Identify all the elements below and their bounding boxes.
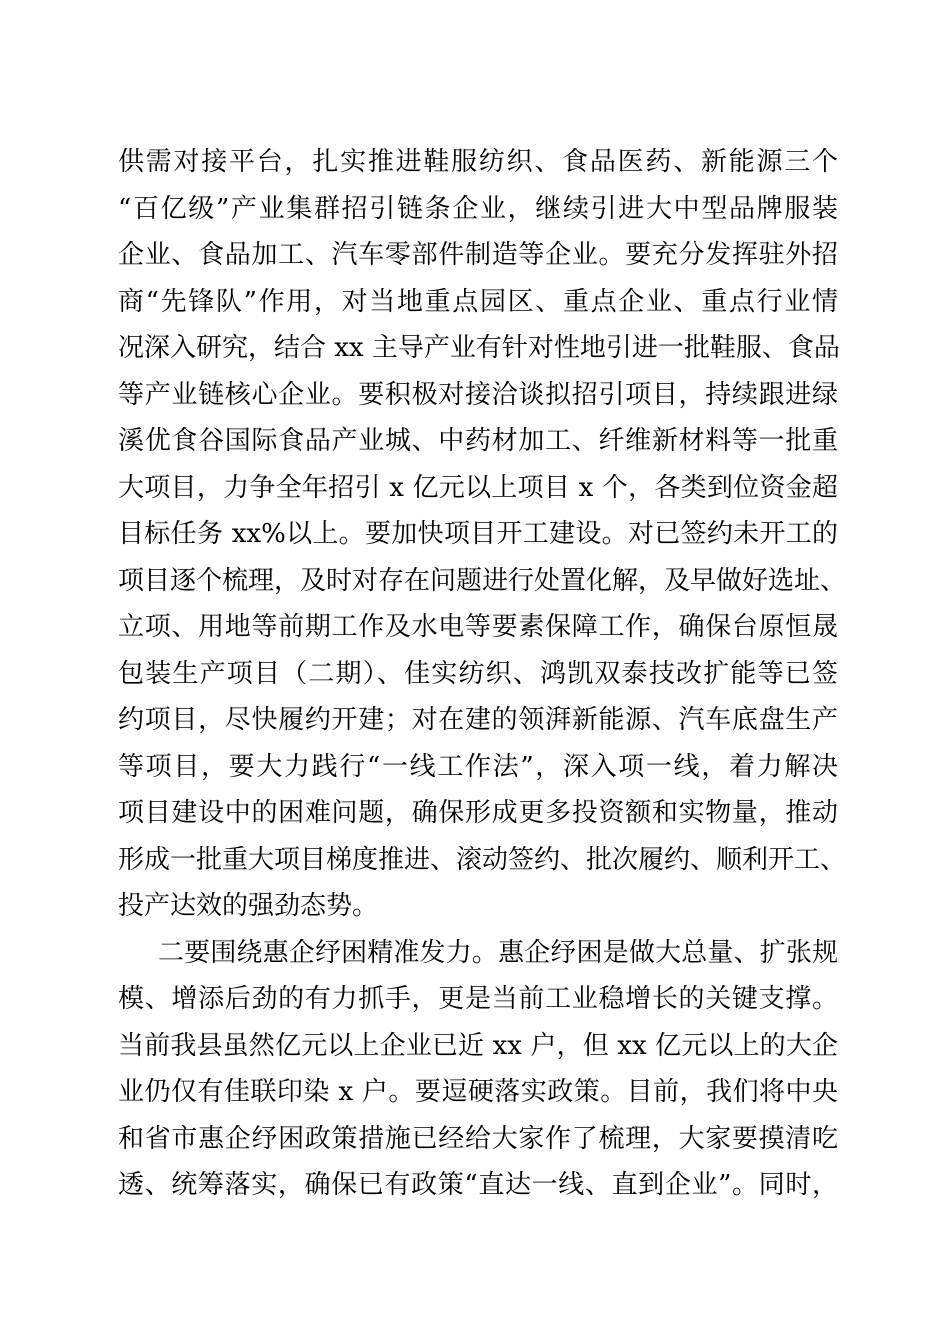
text-line: “百亿级”产业集群招引链条企业，继续引进大中型品牌服装: [118, 193, 838, 224]
text-line: 大项目，力争全年招引 x 亿元以上项目 x 个，各类到位资金超: [118, 472, 838, 503]
text-line: 供需对接平台，扎实推进鞋服纺织、食品医药、新能源三个: [118, 147, 838, 177]
text-line: 项目建设中的困难问题，确保形成更多投资额和实物量，推动: [118, 798, 838, 828]
text-line: 包装生产项目（二期）、佳实纺织、鸿凯双泰技改扩能等已签: [118, 658, 838, 689]
text-line: 等产业链核心企业。要积极对接洽谈拟招引项目，持续跟进绿: [118, 379, 838, 410]
text-line: 立项、用地等前期工作及水电等要素保障工作，确保台原恒晟: [118, 612, 838, 642]
text-line: 约项目，尽快履约开建；对在建的领湃新能源、汽车底盘生产: [118, 705, 838, 735]
text-line: 当前我县虽然亿元以上企业已近 xx 户，但 xx 亿元以上的大企: [118, 1030, 838, 1061]
text-line: 业仍仅有佳联印染 x 户。要逗硬落实政策。目前，我们将中央: [118, 1077, 838, 1107]
paragraph-first-line: 二要围绕惠企纾困精准发力。惠企纾困是做大总量、扩张规: [158, 937, 838, 968]
text-line: 商“先锋队”作用，对当地重点园区、重点企业、重点行业情: [118, 286, 838, 317]
text-line: 目标任务 xx%以上。要加快项目开工建设。对已签约未开工的: [118, 519, 838, 549]
text-line: 形成一批重大项目梯度推进、滚动签约、批次履约、顺利开工、: [118, 844, 847, 875]
body-text: [118, 139, 847, 1209]
text-line: 溪优食谷国际食品产业城、中药材加工、纤维新材料等一批重: [118, 426, 838, 456]
paragraph-end-line: 投产达效的强劲态势。: [118, 891, 379, 921]
text-line: 和省市惠企纾困政策措施已经给大家作了梳理，大家要摸清吃: [118, 1123, 838, 1154]
text-line: 透、统筹落实，确保已有政策“直达一线、直到企业”。同时，: [118, 1170, 838, 1200]
text-line: 企业、食品加工、汽车零部件制造等企业。要充分发挥驻外招: [118, 240, 838, 270]
text-line: 项目逐个梳理，及时对存在问题进行处置化解，及早做好选址、: [118, 565, 847, 596]
text-line: 况深入研究，结合 xx 主导产业有针对性地引进一批鞋服、食品: [118, 333, 840, 363]
text-line: 模、增添后劲的有力抓手，更是当前工业稳增长的关键支撑。: [118, 984, 838, 1014]
text-line: 等项目，要大力践行“一线工作法”，深入项一线，着力解决: [118, 751, 838, 782]
